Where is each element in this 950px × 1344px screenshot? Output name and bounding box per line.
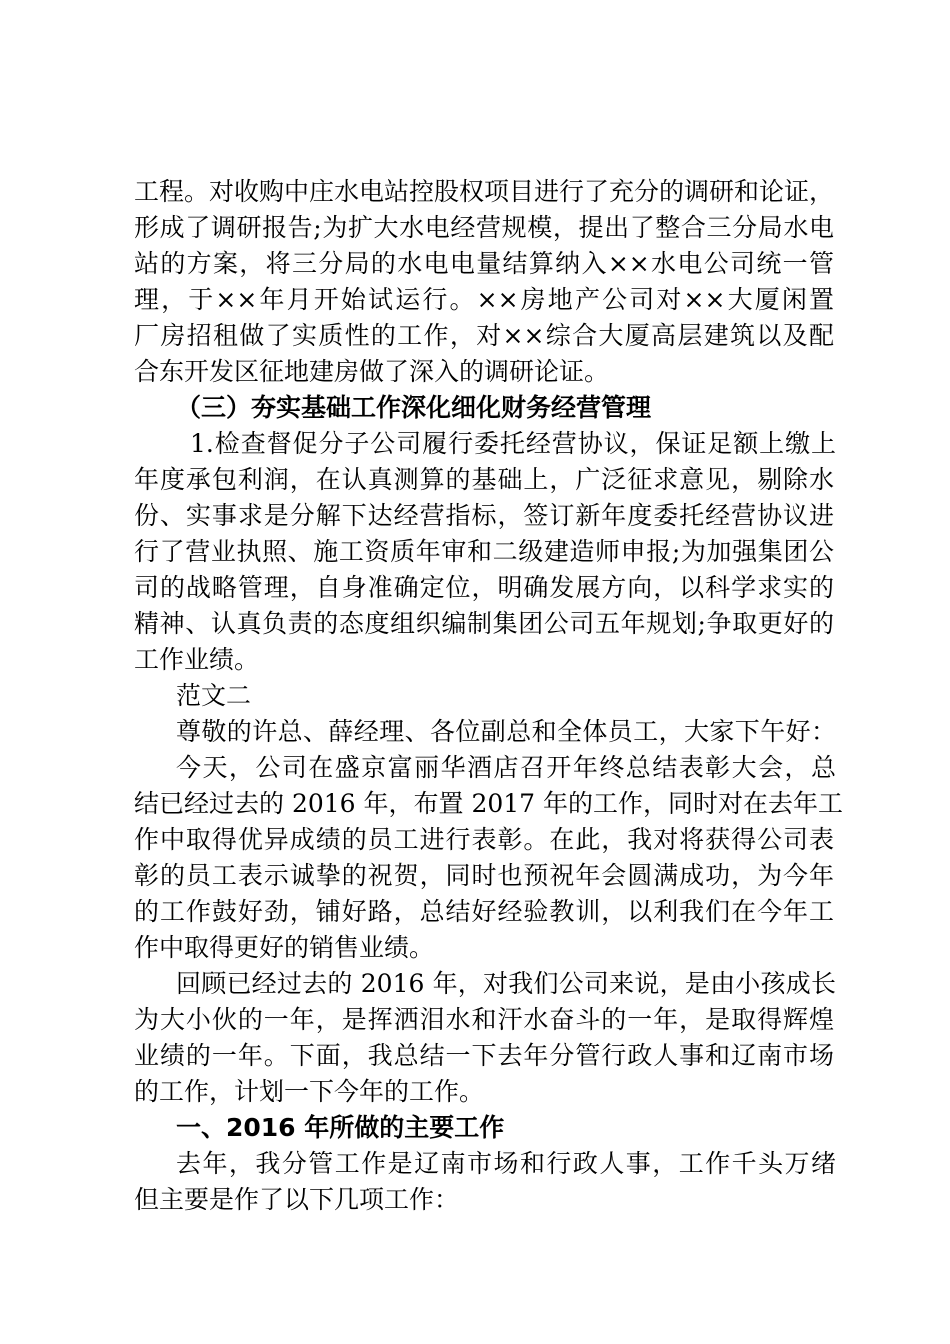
body-line: 为大小伙的一年，是挥洒泪水和汗水奋斗的一年，是取得辉煌 xyxy=(134,1005,834,1034)
body-line: 1.检查督促分子公司履行委托经营协议，保证足额上缴上 xyxy=(190,429,836,458)
body-line: 精神、认真负责的态度组织编制集团公司五年规划;争取更好的 xyxy=(134,609,834,638)
body-line: 业绩的一年。下面，我总结一下去年分管行政人事和辽南市场 xyxy=(134,1041,834,1070)
body-line: 的工作，计划一下今年的工作。 xyxy=(134,1077,485,1106)
body-line: 司的战略管理，自身准确定位，明确发展方向，以科学求实的 xyxy=(134,573,834,602)
body-line: 理，于××年月开始试运行。××房地产公司对××大厦闲置 xyxy=(134,285,834,314)
body-line: 今天，公司在盛京富丽华酒店召开年终总结表彰大会，总 xyxy=(176,753,836,782)
body-line: 作中取得优异成绩的员工进行表彰。在此，我对将获得公司表 xyxy=(134,825,834,854)
body-line: 份、实事求是分解下达经营指标，签订新年度委托经营协议进 xyxy=(134,501,834,530)
body-line: 但主要是作了以下几项工作： xyxy=(134,1185,460,1214)
sample-title: 范文二 xyxy=(176,681,252,710)
body-line: 行了营业执照、施工资质年审和二级建造师申报;为加强集团公 xyxy=(134,537,834,566)
body-line: 的工作鼓好劲，铺好路，总结好经验教训，以利我们在今年工 xyxy=(134,897,834,926)
body-line: 厂房招租做了实质性的工作，对××综合大厦高层建筑以及配 xyxy=(134,321,834,350)
body-line: 回顾已经过去的 2016 年，对我们公司来说，是由小孩成长 xyxy=(176,969,836,998)
body-line: 工作业绩。 xyxy=(134,645,260,674)
salutation: 尊敬的许总、薛经理、各位副总和全体员工，大家下午好： xyxy=(176,717,836,746)
section-heading: （三）夯实基础工作深化细化财务经营管理 xyxy=(176,393,652,422)
section-heading: 一、2016 年所做的主要工作 xyxy=(176,1113,505,1142)
body-line: 年度承包利润，在认真测算的基础上，广泛征求意见，剔除水 xyxy=(134,465,834,494)
body-line: 作中取得更好的销售业绩。 xyxy=(134,933,435,962)
body-line: 工程。对收购中庄水电站控股权项目进行了充分的调研和论证， xyxy=(134,177,835,206)
body-line: 去年，我分管工作是辽南市场和行政人事，工作千头万绪 xyxy=(176,1149,836,1178)
body-line: 形成了调研报告;为扩大水电经营规模，提出了整合三分局水电 xyxy=(134,213,834,242)
body-line: 站的方案，将三分局的水电电量结算纳入××水电公司统一管 xyxy=(134,249,834,278)
body-line: 结已经过去的 2016 年，布置 2017 年的工作，同时对在去年工 xyxy=(134,789,844,818)
body-line: 合东开发区征地建房做了深入的调研论证。 xyxy=(134,357,610,386)
body-line: 彰的员工表示诚挚的祝贺，同时也预祝年会圆满成功，为今年 xyxy=(134,861,834,890)
